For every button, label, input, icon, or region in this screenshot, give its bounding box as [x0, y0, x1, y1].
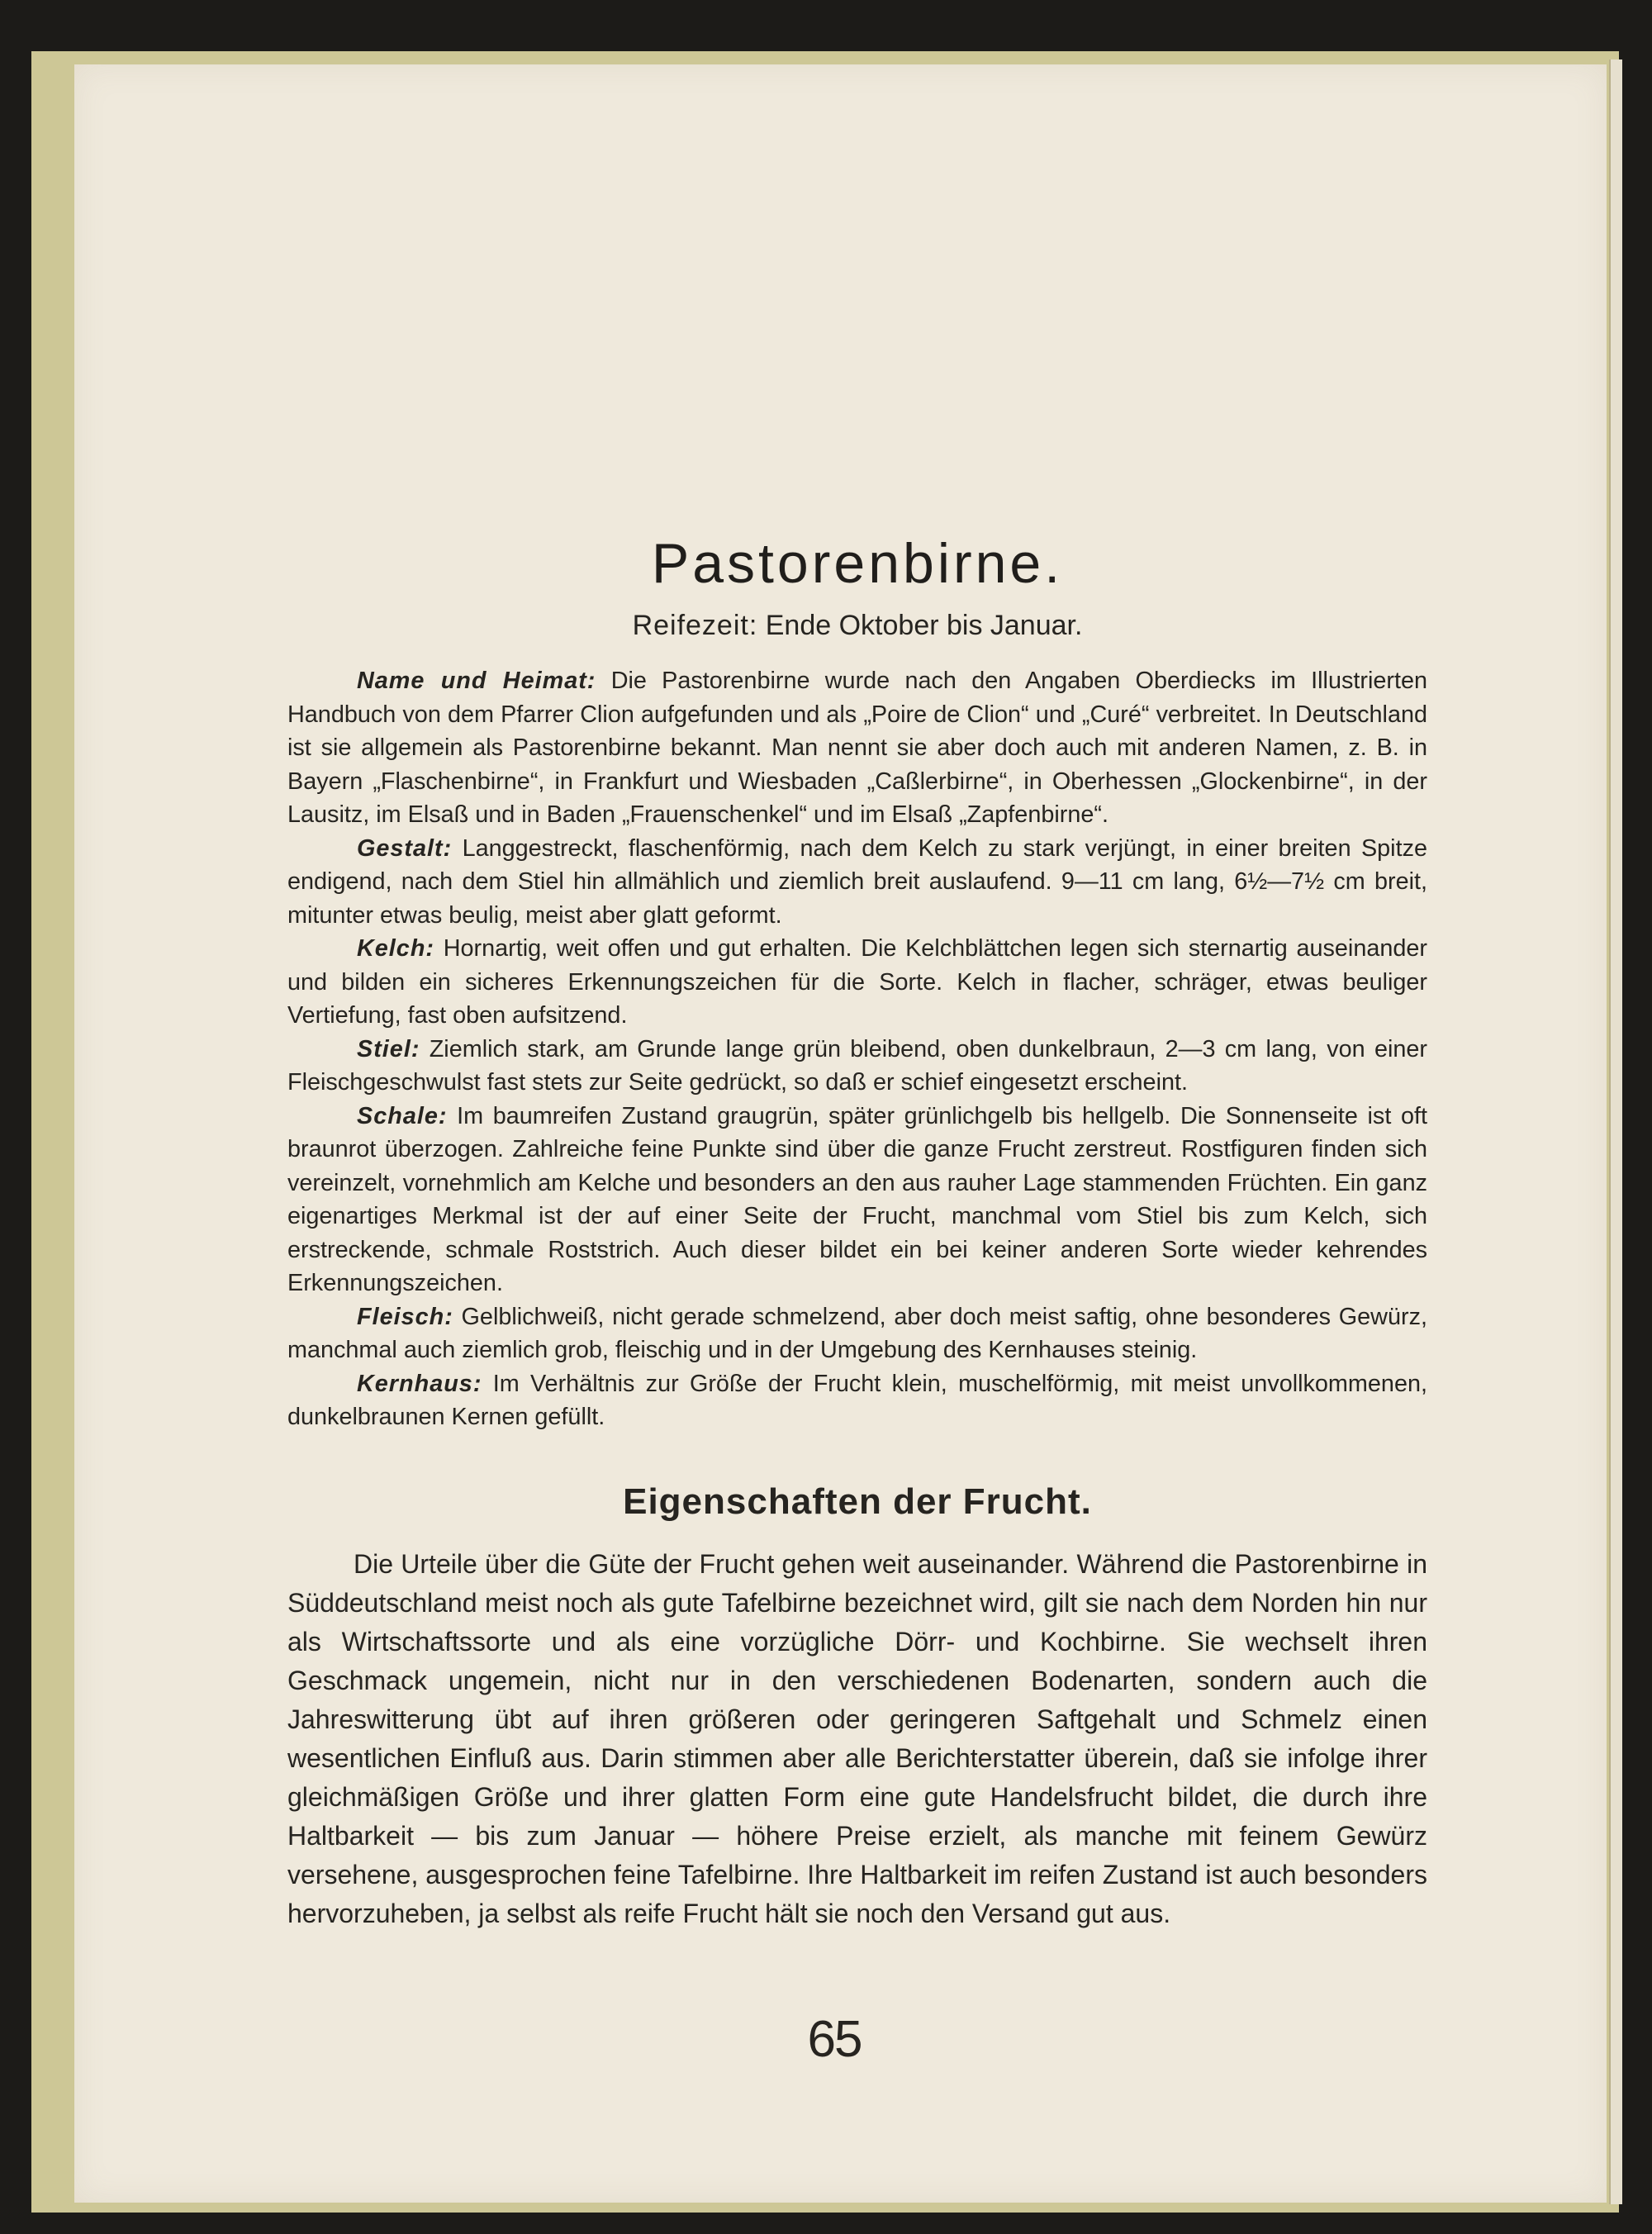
paragraph-label: Gestalt: [357, 834, 453, 862]
page-title: Pastorenbirne. [651, 532, 1064, 595]
page-number: 65 [807, 2011, 862, 2068]
section-heading: Eigenschaften der Frucht. [623, 1481, 1092, 1522]
paragraph-stiel [287, 1033, 1427, 1100]
paragraph-schale [287, 1100, 1427, 1300]
paragraph-text: Gelblichweiß, nicht gerade schmelzend, aber doch meist saftig, ohne besonderes Gewürz, manchmal auch ziemlich grob, fleischig und in der Umgebung des Kernhauses steinig. [287, 1303, 1427, 1363]
text-block [287, 529, 1427, 1933]
section-text: Die Urteile über die Güte der Frucht gehen weit auseinander. Während die Pastorenbirne in Süddeutschland meist noch als gute Tafelbirne bezeichnet wird, gilt sie nach dem Norden hin nur als Wirtschaftssorte und als eine vorzügliche Dörr- und Kochbirne. Sie wechselt ihren Geschmack ungemein, nicht nur in den verschiedenen Bodenarten, sondern auch die Jahreswitterung übt auf ihren größeren oder geringeren Saftgehalt und Schmelz einen wesentlichen Einfluß aus. Darin stimmen aber alle Berichterstatter überein, daß sie infolge ihrer gleichmäßigen Größe und ihrer glatten Form eine gute Handelsfrucht bildet, die durch ihre Haltbarkeit — bis zum Januar — höhere Preise erzielt, als manche mit feinem Gewürz versehene, ausgesprochen feine Tafelbirne. Ihre Haltbarkeit im reifen Zustand ist auch besonders hervorzuheben, ja selbst als reife Frucht hält sie noch den Versand gut aus. [287, 1548, 1427, 1928]
ripening-time-text: Ende Oktober bis Januar. [765, 610, 1083, 641]
paragraph-text: Im baumreifen Zustand graugrün, später grünlichgelb bis hellgelb. Die Sonnenseite ist oft braunrot überzogen. Zahlreiche feine Punkte sind über die ganze Frucht zerstreut. Rostfiguren finden sich vereinzelt, vornehmlich am Kelche und besonders an den aus rauher Lage stammenden Früchten. Ein ganz eigenartiges Merkmal ist der auf einer Seite der Frucht, manchmal vom Stiel bis zum Kelch, sich erstreckende, schmale Roststrich. Auch dieser bildet ein bei keiner anderen Sorte wieder kehrendes Erkennungszeichen. [287, 1102, 1427, 1296]
paragraph-name-und-heimat [287, 664, 1427, 832]
paragraph-gestalt [287, 832, 1427, 933]
paragraph-text: Langgestreckt, flaschenförmig, nach dem Kelch zu stark verjüngt, in einer breiten Spitze endigend, nach dem Stiel hin allmählich und ziemlich breit auslaufend. 9—11 cm lang, 6½—7½ cm breit, mitunter etwas beulig, meist aber glatt geformt. [287, 834, 1427, 929]
paragraph-label: Kernhaus: [357, 1370, 482, 1397]
ripening-time [287, 605, 1427, 646]
paragraph-label: Kelch: [357, 935, 435, 962]
paragraph-text: Im Verhältnis zur Größe der Frucht klein, muschelförmig, mit meist unvollkommenen, dunkelbraunen Kernen gefüllt. [287, 1370, 1427, 1430]
paragraph-label: Stiel: [357, 1035, 420, 1062]
paragraph-text: Hornartig, weit offen und gut erhalten. Die Kelchblättchen legen sich sternartig auseinander und bilden ein sicheres Erkennungszeichen für die Sorte. Kelch in flacher, schräger, etwas beuliger Vertiefung, fast oben aufsitzend. [287, 935, 1427, 1029]
ripening-time-label: Reifezeit: [632, 610, 758, 641]
paragraph-label: Schale: [357, 1102, 448, 1129]
paragraph-label: Fleisch: [357, 1303, 453, 1330]
paragraph-fleisch [287, 1300, 1427, 1367]
paragraph-text: Ziemlich stark, am Grunde lange grün bleibend, oben dunkelbraun, 2—3 cm lang, von einer Fleischgeschwulst fast stets zur Seite gedrückt, so daß er schief eingesetzt erscheint. [287, 1035, 1427, 1096]
paragraph-kernhaus [287, 1367, 1427, 1434]
paragraph-kelch [287, 932, 1427, 1033]
paragraph-label: Name und Heimat: [357, 668, 596, 694]
paragraph-text: Die Pastorenbirne wurde nach den Angaben Oberdiecks im Illustrierten Handbuch von dem Pfarrer Clion aufgefunden und als „Poire de Clion“ und „Curé“ verbreitet. In Deutschland ist sie allgemein als Pastorenbirne bekannt. Man nennt sie aber doch auch mit anderen Namen, z. B. in Bayern „Flaschenbirne“, in Frankfurt und Wiesbaden „Caßlerbirne“, in Oberhessen „Glockenbirne“, in der Lausitz, im Elsaß und in Baden „Frauenschenkel“ und im Elsaß „Zapfenbirne“. [287, 668, 1427, 828]
next-page-edge [1609, 59, 1622, 2204]
